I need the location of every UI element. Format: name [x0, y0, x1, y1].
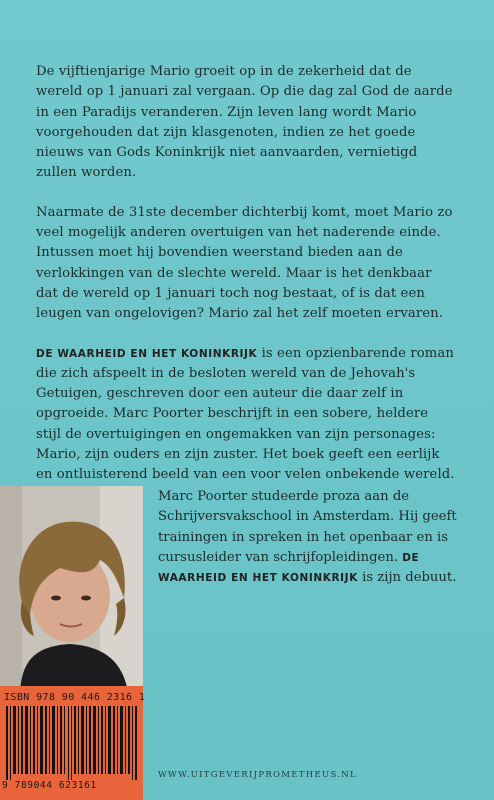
publisher-website: WWW.UITGEVERIJPROMETHEUS.NL	[158, 770, 357, 780]
isbn-label: ISBN 978 90 446 2316 1	[4, 692, 146, 703]
book-title-inline: DE WAARHEID EN HET KONINKRIJK	[158, 551, 420, 585]
blurb-text	[36, 62, 456, 505]
barcode-icon	[6, 706, 138, 780]
blurb-paragraph-3-body: is een opzienbarende roman die zich afspeelt in de besloten wereld van de Jehovah's Getuigen, geschreven door een auteur die daar zelf in opgroeide. Marc Poorter beschrijft in een sobere, heldere stijl de overtuigingen en ongemakken van zijn personages: Mario, zijn ouders en zijn zuster. Het boek geeft een eerlijk en ontluisterend beeld van een voor velen onbekende wereld.	[36, 345, 455, 483]
author-photo	[0, 486, 143, 692]
blurb-paragraph-3	[36, 344, 456, 486]
author-bio-end: is zijn debuut.	[357, 570, 457, 586]
book-title-inline: DE WAARHEID EN HET KONINKRIJK	[36, 347, 258, 360]
blurb-paragraph-1: De vijftienjarige Mario groeit op in de zekerheid dat de wereld op 1 januari zal vergaan. Op die dag zal God de aarde in een Paradijs veranderen. Zijn leven lang wordt Mario voorgehouden dat zijn klasgenoten, indien ze het goede nieuws van Gods Koninkrijk niet aanvaarden, vernietigd zullen worden.	[36, 64, 453, 181]
author-bio	[158, 487, 458, 588]
barcode-digits: 9 789044 623161	[2, 780, 97, 791]
blurb-paragraph-2: Naarmate de 31ste december dichterbij komt, moet Mario zo veel mogelijk anderen overtuigen van het naderende einde. Intussen moet hij bovendien weerstand bieden aan de verlokkingen van de slechte wereld. Maar is het denkbaar dat de wereld op 1 januari toch nog bestaat, of is dat een leugen van ongelovigen? Mario zal het zelf moeten ervaren.	[36, 204, 453, 322]
author-bio-text: Marc Poorter studeerde proza aan de Schrijversvakschool in Amsterdam. Hij geeft trainingen in spreken in het openbaar en is cursusleider van schrijfopleidingen.	[158, 489, 457, 565]
